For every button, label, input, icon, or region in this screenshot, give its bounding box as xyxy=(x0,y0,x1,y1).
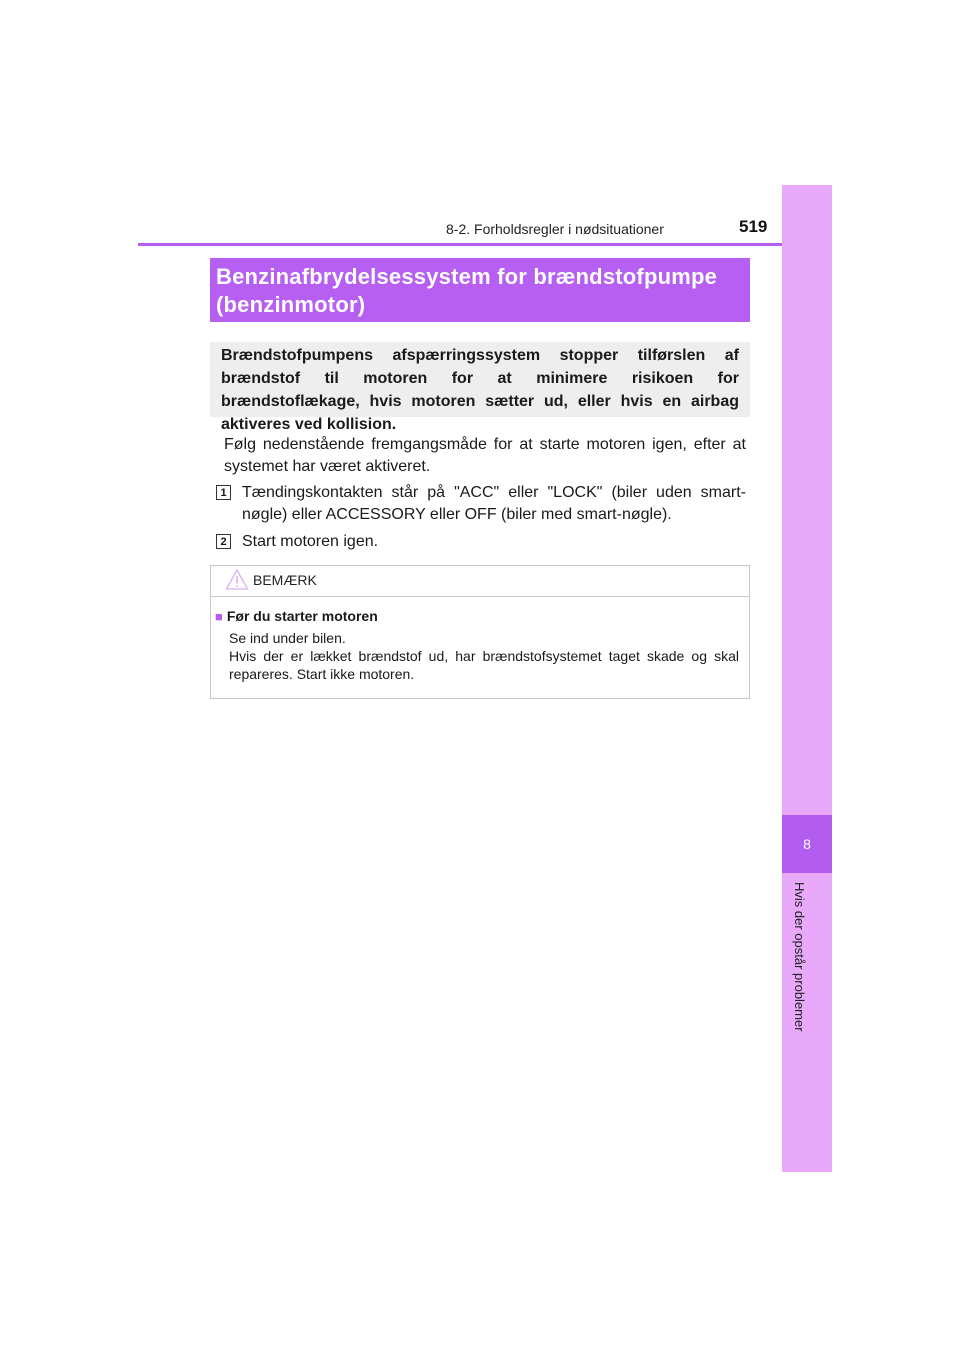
notice-label: BEMÆRK xyxy=(253,572,317,588)
notice-header xyxy=(211,566,749,597)
header-divider xyxy=(138,243,832,246)
notice-box xyxy=(210,565,750,699)
chapter-side-tab xyxy=(782,185,832,1172)
step-text: Tændingskontakten står på "ACC" eller "LOCK" (biler uden smart-nøgle) eller ACCESSORY eller OFF (biler med smart-nøgle). xyxy=(242,484,746,523)
summary-box: Brændstofpumpens afspærringssystem stopper tilførslen af brændstof til motoren for at minimere risikoen for brændstoflækage, hvis motoren sætter ud, eller hvis en airbag aktiveres ved kollision. xyxy=(210,342,750,417)
notice-body xyxy=(229,629,739,683)
warning-triangle-icon xyxy=(225,568,249,592)
step-number-badge: 1 xyxy=(216,485,231,500)
intro-paragraph: Følg nedenstående fremgangsmåde for at starte motoren igen, efter at systemet har været aktiveret. xyxy=(224,436,746,475)
page-number: 519 xyxy=(739,217,768,236)
notice-subheading-text: Før du starter motoren xyxy=(226,608,378,624)
square-bullet-icon: ■ xyxy=(215,609,223,624)
step-1 xyxy=(216,482,746,526)
step-number-badge: 2 xyxy=(216,534,231,549)
step-2 xyxy=(216,531,746,553)
notice-line: Se ind under bilen. xyxy=(229,630,346,646)
chapter-number-tab: 8 xyxy=(782,815,832,873)
chapter-label: Hvis der opstår problemer xyxy=(792,882,807,1032)
section-title: Benzinafbrydelsessystem for brændstofpumpe (benzinmotor) xyxy=(210,258,750,322)
notice-subheading xyxy=(215,608,378,624)
section-header: 8-2. Forholdsregler i nødsituationer xyxy=(446,221,664,237)
notice-line: Hvis der er lækket brændstof ud, har brændstofsystemet taget skade og skal repareres. Start ikke motoren. xyxy=(229,648,739,682)
step-text: Start motoren igen. xyxy=(242,533,379,550)
